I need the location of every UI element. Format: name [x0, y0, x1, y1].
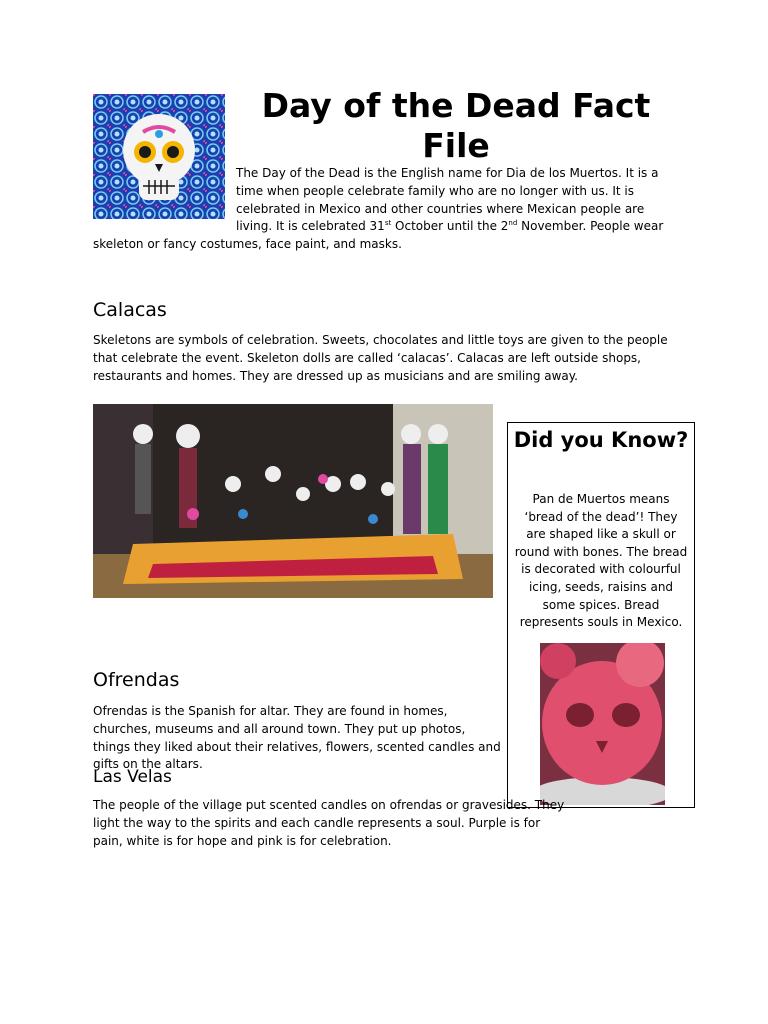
altar-photo	[93, 404, 493, 598]
calacas-heading: Calacas	[93, 299, 167, 321]
pink-bread-photo	[540, 643, 665, 805]
calacas-paragraph: Skeletons are symbols of celebration. Sweets, chocolates and little toys are given to the people that celebrate the event. Skeleton dolls are called ‘calacas’. Calacas are left outside shops, restaurants and homes. They are dressed up as musicians and are smiling away.	[93, 333, 668, 383]
ofrendas-heading: Ofrendas	[93, 669, 180, 691]
las-velas-heading: Las Velas	[93, 767, 172, 787]
intro-section	[93, 165, 683, 254]
did-you-know-text: Pan de Muertos means ‘bread of the dead’! They are shaped like a skull or round with bones. The bread is decorated with colourful icing, seeds, raisins and some spices. Bread represents souls in Mexico.	[514, 492, 688, 630]
las-velas-paragraph: The people of the village put scented candles on ofrendas or gravesides. They light the way to the spirits and each candle represents a soul. Purple is for pain, white is for hope and pink is for celebration.	[93, 798, 565, 848]
did-you-know-title: Did you Know?	[513, 428, 689, 452]
ofrendas-paragraph: Ofrendas is the Spanish for altar. They are found in homes, churches, museums and all around town. They put up photos, things they liked about their relatives, flowers, scented candles and gifts on the altars.	[93, 704, 501, 772]
did-you-know-box	[507, 422, 695, 808]
page-title: Day of the Dead Fact File	[261, 86, 651, 165]
intro-paragraph: The Day of the Dead is the English name for Dia de los Muertos. It is a time when people celebrate family who are no longer with us. It is celebrated in Mexico and other countries where Mexican people are living. It is celebrated 31st October until the 2nd November. People wear skeleton or fancy costumes, face paint, and masks.	[93, 166, 664, 252]
